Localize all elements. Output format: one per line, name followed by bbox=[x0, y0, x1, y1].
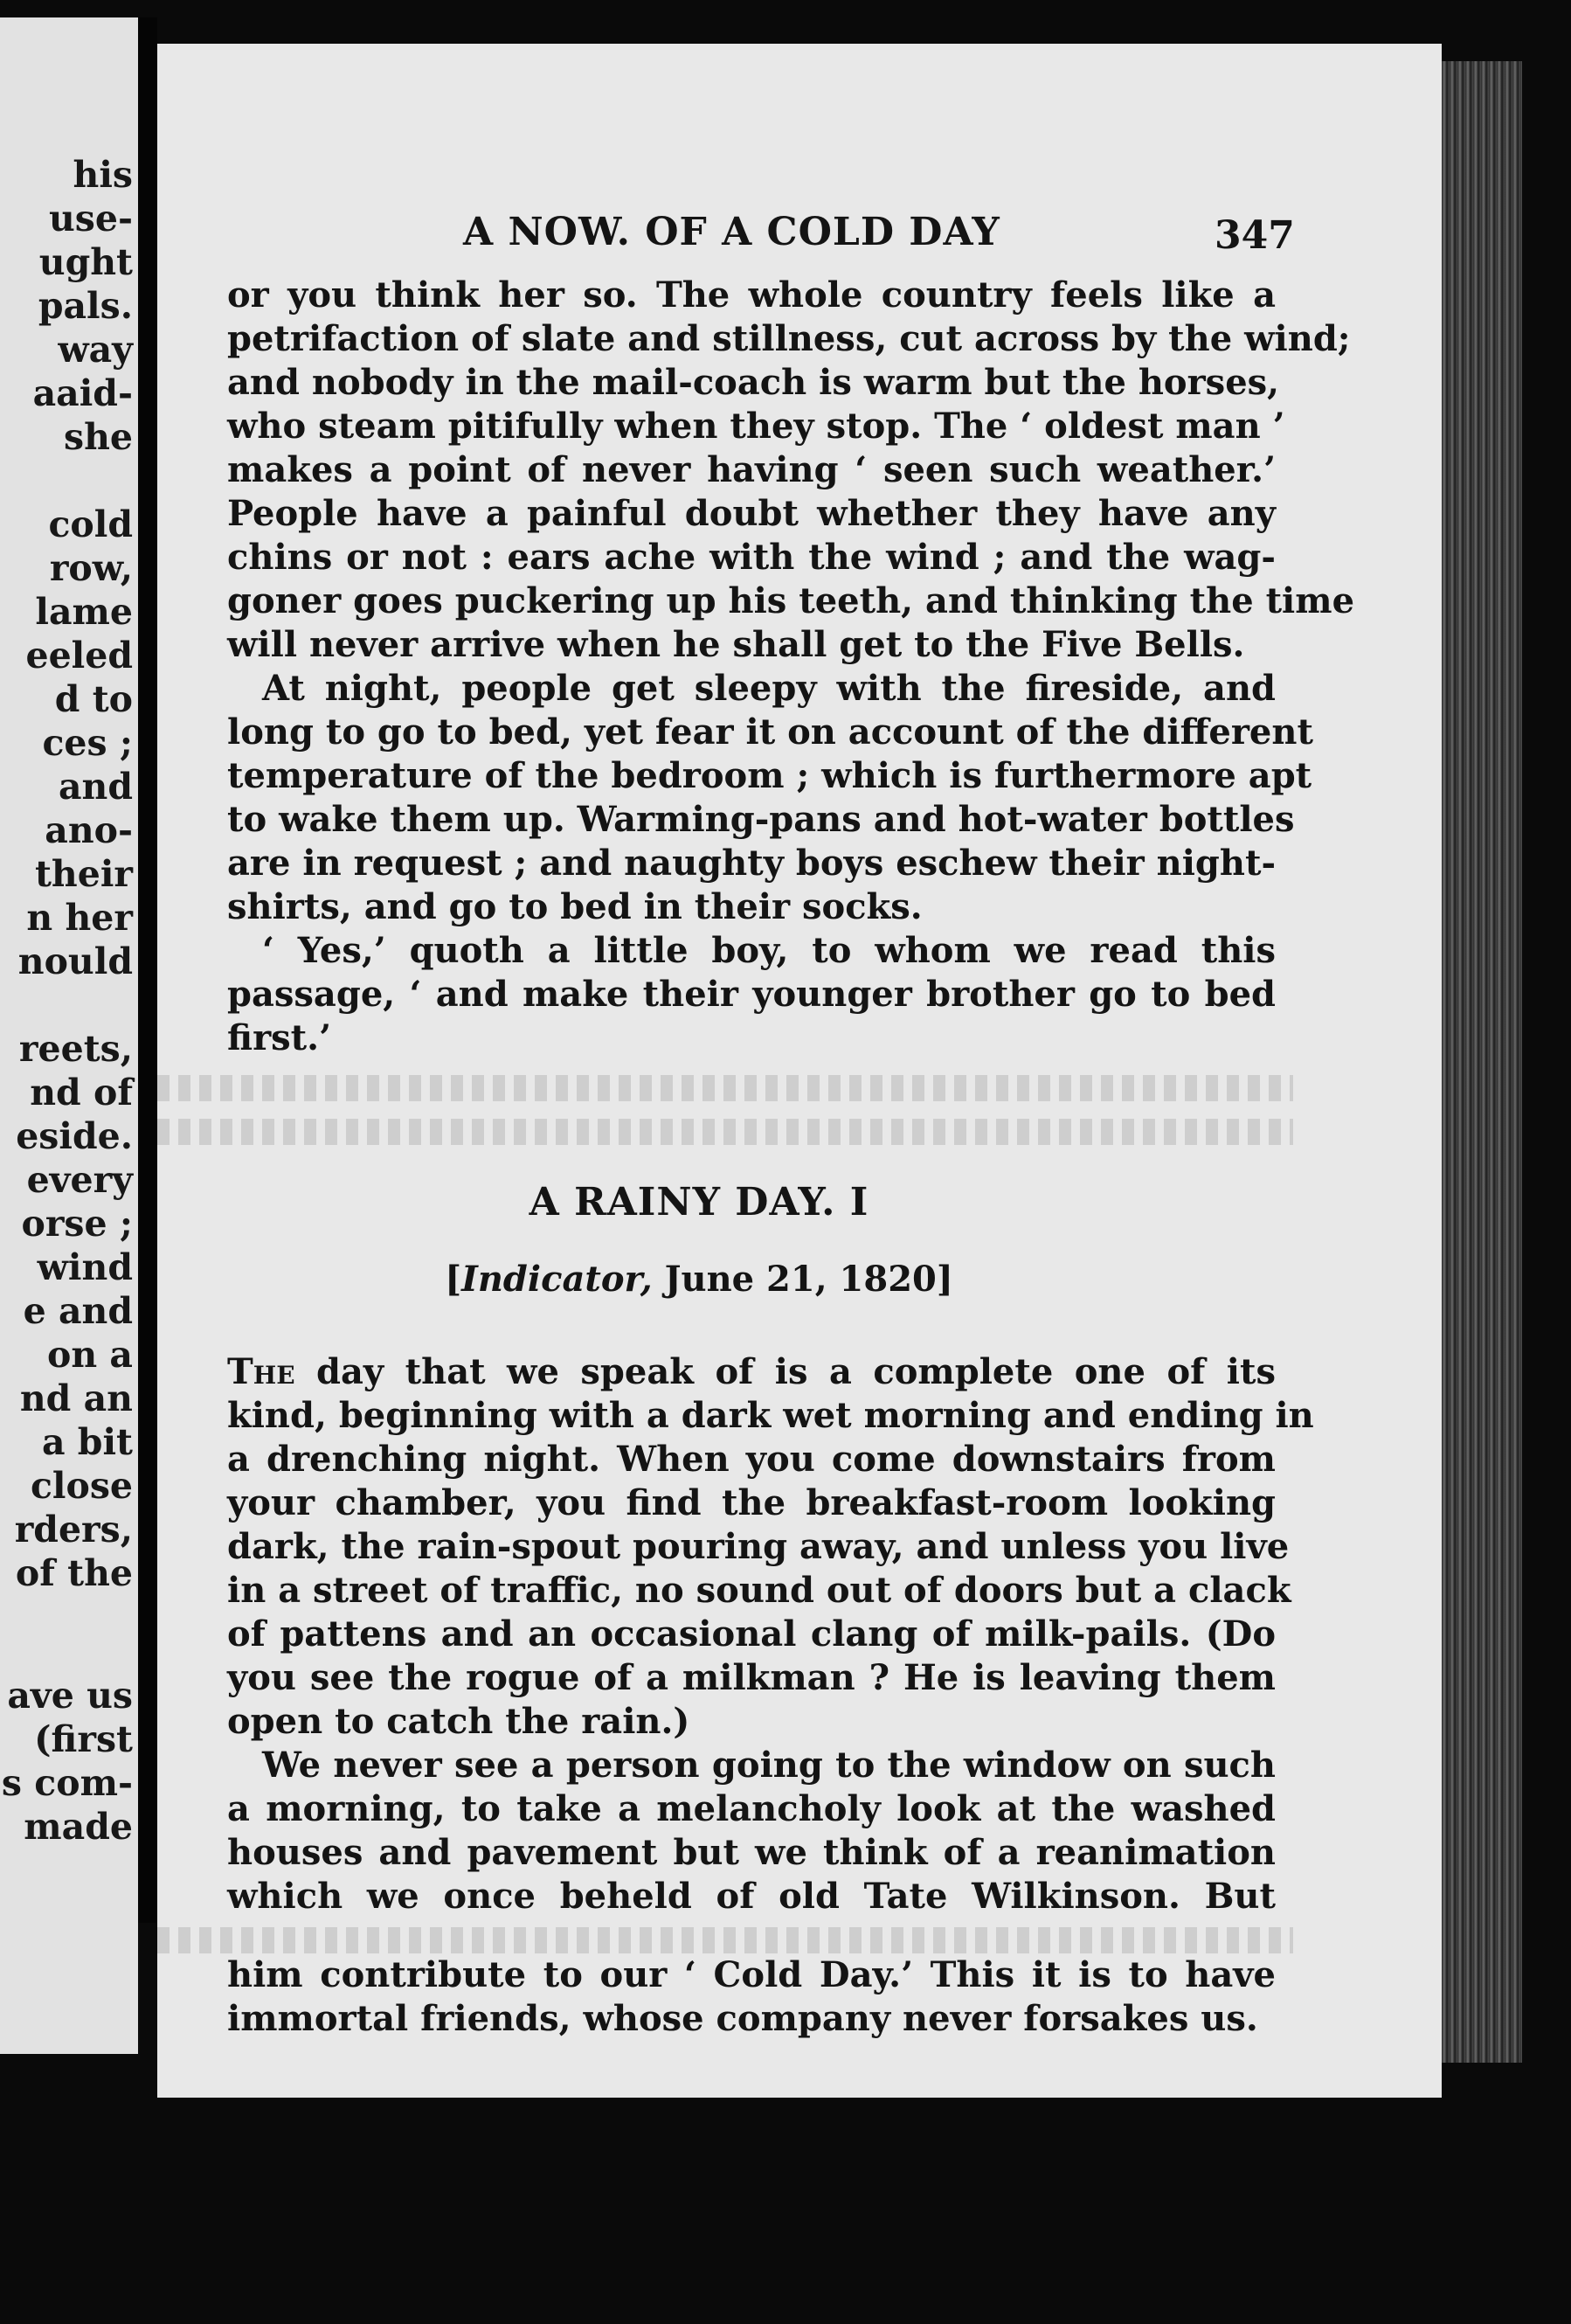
source-citation bbox=[157, 1259, 1241, 1300]
running-head: A NOW. OF A COLD DAY bbox=[463, 210, 1000, 254]
facing-line: of the bbox=[15, 1552, 133, 1594]
facing-line: e and bbox=[23, 1290, 133, 1332]
body-line: a morning, to take a melancholy look at the washed bbox=[227, 1788, 1276, 1829]
body-line: immortal friends, whose company never forsakes us. bbox=[227, 1998, 1258, 2039]
facing-line: ught bbox=[38, 241, 133, 283]
facing-page-fragment bbox=[0, 17, 138, 2054]
facing-line: s com- bbox=[1, 1762, 133, 1804]
facing-line: orse ; bbox=[21, 1203, 133, 1245]
facing-line: eside. bbox=[16, 1115, 133, 1157]
facing-line: d to bbox=[54, 678, 133, 720]
facing-line: every bbox=[26, 1159, 133, 1201]
page-number: 347 bbox=[1215, 213, 1295, 258]
show-through bbox=[157, 1119, 1293, 1145]
body-line: your chamber, you find the breakfast-room looking bbox=[227, 1482, 1276, 1523]
facing-line: ces ; bbox=[42, 722, 133, 764]
body-line: long to go to bed, yet fear it on account of the different bbox=[227, 711, 1313, 753]
facing-line: nd of bbox=[30, 1072, 133, 1113]
facing-line: nould bbox=[17, 940, 133, 982]
body-line: a drenching night. When you come downstairs from bbox=[227, 1439, 1276, 1480]
facing-line: eeled bbox=[25, 635, 133, 676]
body-line: will never arrive when he shall get to the Five Bells. bbox=[227, 624, 1245, 665]
body-line: are in request ; and naughty boys eschew their night- bbox=[227, 843, 1277, 884]
body-line: passage, ‘ and make their younger brother go to bed bbox=[227, 974, 1276, 1015]
body-line: kind, beginning with a dark wet morning and ending in bbox=[227, 1395, 1314, 1436]
show-through bbox=[157, 1075, 1293, 1101]
body-line: who steam pitifully when they stop. The ‘ oldest man ’ bbox=[227, 406, 1285, 447]
lead-line-rest: day that we speak of is a complete one of its bbox=[294, 1351, 1276, 1392]
show-through bbox=[157, 1927, 1293, 1953]
section-title: A RAINY DAY. I bbox=[529, 1180, 869, 1224]
body-line: you see the rogue of a milkman ? He is leaving them bbox=[227, 1657, 1276, 1698]
body-line: People have a painful doubt whether they have any bbox=[227, 493, 1276, 534]
facing-line: a bit bbox=[41, 1421, 133, 1463]
book-page bbox=[157, 44, 1442, 2098]
facing-line: ano- bbox=[45, 809, 133, 851]
body-line: ‘ Yes,’ quoth a little boy, to whom we read this bbox=[262, 930, 1276, 971]
facing-line: wind bbox=[37, 1246, 133, 1288]
body-line: of pattens and an occasional clang of milk-pails. (Do bbox=[227, 1613, 1276, 1655]
body-line: to wake them up. Warming-pans and hot-water bottles bbox=[227, 799, 1295, 840]
body-line: which we once beheld of old Tate Wilkinson. But bbox=[227, 1876, 1276, 1917]
facing-line: reets, bbox=[18, 1028, 133, 1070]
body-line: temperature of the bedroom ; which is furthermore apt bbox=[227, 755, 1312, 796]
facing-line: his bbox=[73, 154, 133, 196]
source-publication: Indicator, bbox=[461, 1259, 653, 1300]
facing-line: their bbox=[34, 853, 133, 895]
facing-line: (first bbox=[34, 1718, 133, 1760]
body-line: petrifaction of slate and stillness, cut across by the wind; bbox=[227, 318, 1351, 359]
body-line: in a street of traffic, no sound out of doors but a clack bbox=[227, 1570, 1291, 1611]
facing-line: cold bbox=[48, 503, 133, 545]
source-bracket: [ bbox=[445, 1259, 462, 1300]
facing-line: way bbox=[58, 329, 133, 371]
facing-line: rders, bbox=[14, 1509, 133, 1550]
book-gutter bbox=[138, 17, 157, 1923]
body-line: houses and pavement but we think of a reanimation bbox=[227, 1832, 1276, 1873]
facing-line: aaid- bbox=[32, 372, 133, 414]
facing-line: made bbox=[24, 1806, 133, 1848]
facing-line: row, bbox=[49, 547, 133, 589]
facing-line: pals. bbox=[38, 285, 133, 327]
page-edges bbox=[1442, 61, 1522, 2063]
facing-line: nd an bbox=[19, 1377, 133, 1419]
facing-line: ave us bbox=[7, 1675, 133, 1717]
body-line: dark, the rain-spout pouring away, and unless you live bbox=[227, 1526, 1290, 1567]
body-line: makes a point of never having ‘ seen such weather.’ bbox=[227, 449, 1276, 490]
body-line: or you think her so. The whole country feels like a bbox=[227, 274, 1276, 316]
body-line: goner goes puckering up his teeth, and thinking the time bbox=[227, 580, 1355, 621]
facing-line: close bbox=[30, 1465, 133, 1507]
facing-line: and bbox=[58, 766, 133, 808]
facing-line: use- bbox=[49, 198, 133, 239]
lead-word: The bbox=[227, 1351, 295, 1392]
facing-line: lame bbox=[35, 591, 133, 633]
body-line: him contribute to our ‘ Cold Day.’ This it is to have bbox=[227, 1954, 1276, 1995]
facing-line: n her bbox=[26, 897, 133, 939]
body-line bbox=[227, 1351, 1276, 1392]
facing-line: she bbox=[64, 416, 133, 458]
facing-line: on a bbox=[47, 1334, 133, 1376]
page-header bbox=[157, 210, 1293, 262]
body-line: first.’ bbox=[227, 1017, 332, 1058]
body-line: open to catch the rain.) bbox=[227, 1701, 690, 1742]
body-line: chins or not : ears ache with the wind ; and the wag- bbox=[227, 537, 1276, 578]
body-line: At night, people get sleepy with the fireside, and bbox=[262, 668, 1276, 709]
body-line: and nobody in the mail-coach is warm but the horses, bbox=[227, 362, 1280, 403]
body-line: We never see a person going to the window on such bbox=[262, 1745, 1276, 1786]
body-line: shirts, and go to bed in their socks. bbox=[227, 886, 923, 927]
source-date: June 21, 1820] bbox=[664, 1259, 953, 1300]
